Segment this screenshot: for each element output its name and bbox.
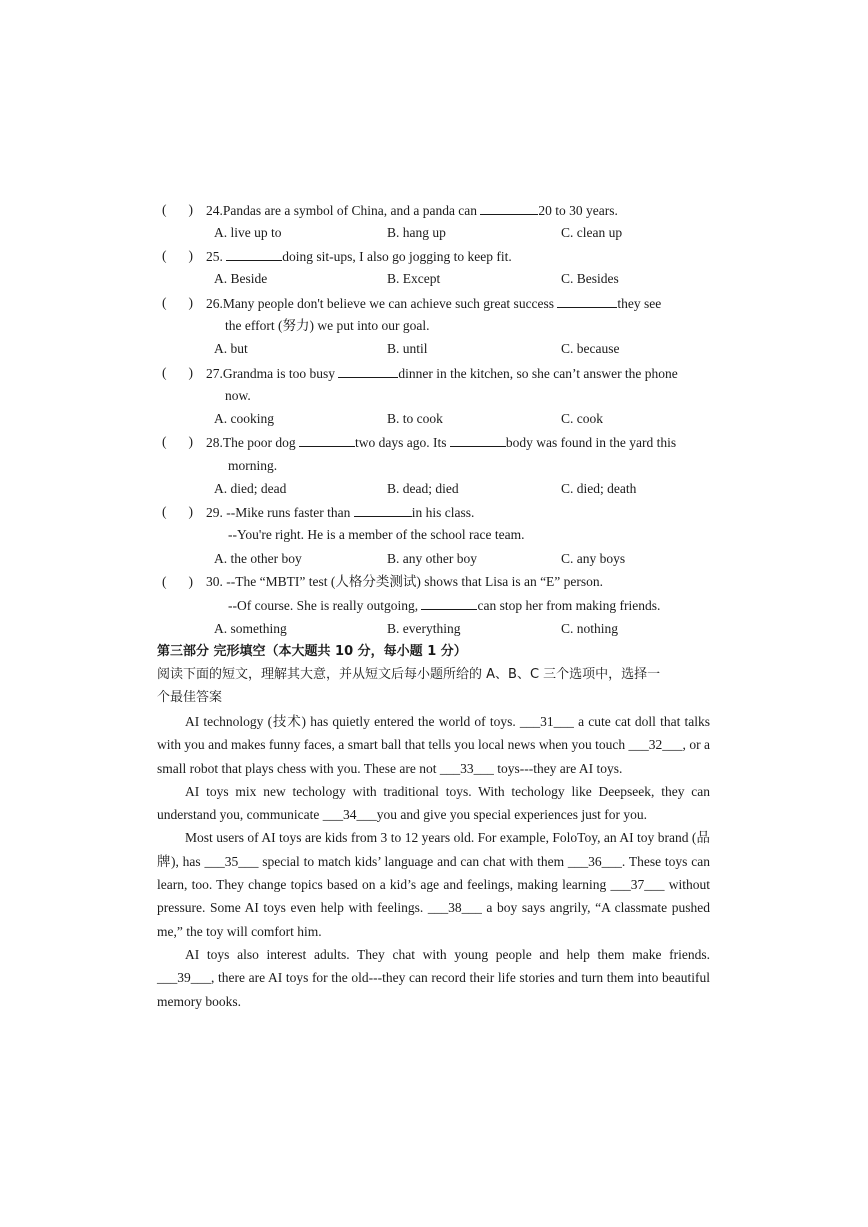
blank-34[interactable]: ___34___	[322, 807, 377, 823]
option-30-c[interactable]: C. nothing	[561, 621, 619, 636]
blank-25	[226, 247, 282, 261]
blank-24	[480, 201, 538, 215]
question-29: 29. --Mike runs faster than in his class.	[206, 505, 475, 520]
passage-paragraph-1: AI technology (技术) has quietly entered the world of toys. ___31___ a cute cat doll that talks with you and makes funny faces, a smart ball that tells you local news when you touch ___32___, or a small robot that plays chess with you. These are not ___33___ toys---they are AI toys.	[157, 714, 711, 776]
option-28-c[interactable]: C. died; death	[561, 481, 637, 496]
option-26-a[interactable]: A. but	[214, 341, 248, 356]
answer-paren-25[interactable]: ( )	[162, 248, 193, 263]
blank-26	[557, 294, 617, 308]
option-24-a[interactable]: A. live up to	[214, 225, 282, 240]
blank-33[interactable]: ___33___	[439, 760, 494, 776]
question-30: 30. --The “MBTI” test (人格分类测试) shows that Lisa is an “E” person.	[206, 574, 604, 589]
option-24-c[interactable]: C. clean up	[561, 225, 623, 240]
blank-28a	[299, 433, 355, 447]
blank-35[interactable]: ___35___	[204, 853, 259, 869]
option-28-a[interactable]: A. died; dead	[214, 481, 287, 496]
answer-paren-29[interactable]: ( )	[162, 504, 193, 519]
answer-paren-27[interactable]: ( )	[162, 365, 193, 380]
option-27-c[interactable]: C. cook	[561, 411, 603, 426]
instruction-line-2: 个最佳答案	[157, 690, 223, 705]
passage-paragraph-2: AI toys mix new techology with traditional toys. With techology like Deepseek, they can understand you, communicate ___34___you and give you special experiences just for you.	[157, 783, 710, 823]
question-26: 26.Many people don't believe we can achieve such great success they see	[206, 296, 662, 311]
option-26-b[interactable]: B. until	[387, 341, 428, 356]
blank-28b	[450, 433, 506, 447]
answer-paren-26[interactable]: ( )	[162, 295, 193, 310]
option-30-b[interactable]: B. everything	[387, 621, 461, 636]
option-30-a[interactable]: A. something	[214, 621, 287, 636]
answer-paren-30[interactable]: ( )	[162, 574, 193, 589]
answer-paren-28[interactable]: ( )	[162, 434, 193, 449]
section-title: 第三部分 完形填空（本大题共 10 分，每小题 1 分）	[157, 644, 467, 659]
question-27: 27.Grandma is too busy dinner in the kitchen, so she can’t answer the phone	[206, 366, 678, 381]
option-29-c[interactable]: C. any boys	[561, 551, 626, 566]
option-25-b[interactable]: B. Except	[387, 271, 441, 286]
blank-36[interactable]: ___36___	[567, 853, 622, 869]
question-30-cont: --Of course. She is really outgoing, can stop her from making friends.	[228, 598, 661, 613]
option-25-c[interactable]: C. Besides	[561, 271, 619, 286]
option-27-b[interactable]: B. to cook	[387, 411, 443, 426]
question-26-cont: the effort (努力) we put into our goal.	[225, 318, 430, 333]
passage-paragraph-3: Most users of AI toys are kids from 3 to 12 years old. For example, FoloToy, an AI toy brand (品牌), has ___35___ special to match kids’ language and can chat with them ___36___. These toys can learn, too. They change topics based on a kid’s age and feelings, making learning ___37___ without pressure. Some AI toys even help with feelings. ___38___ a boy says angrily, “A classmate pushed me,” the toy will comfort him.	[157, 830, 711, 939]
question-25: 25. doing sit-ups, I also go jogging to keep fit.	[206, 249, 512, 264]
option-29-a[interactable]: A. the other boy	[214, 551, 302, 566]
answer-paren-24[interactable]: ( )	[162, 202, 193, 217]
question-27-cont: now.	[225, 388, 251, 403]
question-29-cont: --You're right. He is a member of the school race team.	[228, 527, 525, 542]
option-27-a[interactable]: A. cooking	[214, 411, 274, 426]
blank-39[interactable]: ___39___	[157, 970, 211, 986]
blank-29	[354, 503, 412, 517]
option-28-b[interactable]: B. dead; died	[387, 481, 459, 496]
option-25-a[interactable]: A. Beside	[214, 271, 268, 286]
question-24: 24.Pandas are a symbol of China, and a panda can 20 to 30 years.	[206, 203, 618, 218]
instruction-line-1: 阅读下面的短文，理解其大意，并从短文后每小题所给的 A、B、C 三个选项中，选择一	[157, 667, 661, 682]
option-24-b[interactable]: B. hang up	[387, 225, 446, 240]
blank-27	[338, 364, 398, 378]
blank-37[interactable]: ___37___	[610, 877, 665, 893]
blank-30	[421, 596, 477, 610]
blank-32[interactable]: ___32___	[628, 737, 683, 753]
blank-31[interactable]: ___31___	[519, 714, 574, 729]
cloze-passage	[157, 710, 710, 1013]
question-28-cont: morning.	[228, 458, 278, 473]
passage-paragraph-4: AI toys also interest adults. They chat with young people and help them make friends. ___39___, there are AI toys for the old---they can record their life stories and turn them into beautiful memory books.	[157, 946, 710, 1009]
question-28: 28.The poor dog two days ago. Its body was found in the yard this	[206, 435, 677, 450]
option-26-c[interactable]: C. because	[561, 341, 620, 356]
blank-38[interactable]: ___38___	[427, 900, 482, 916]
option-29-b[interactable]: B. any other boy	[387, 551, 477, 566]
